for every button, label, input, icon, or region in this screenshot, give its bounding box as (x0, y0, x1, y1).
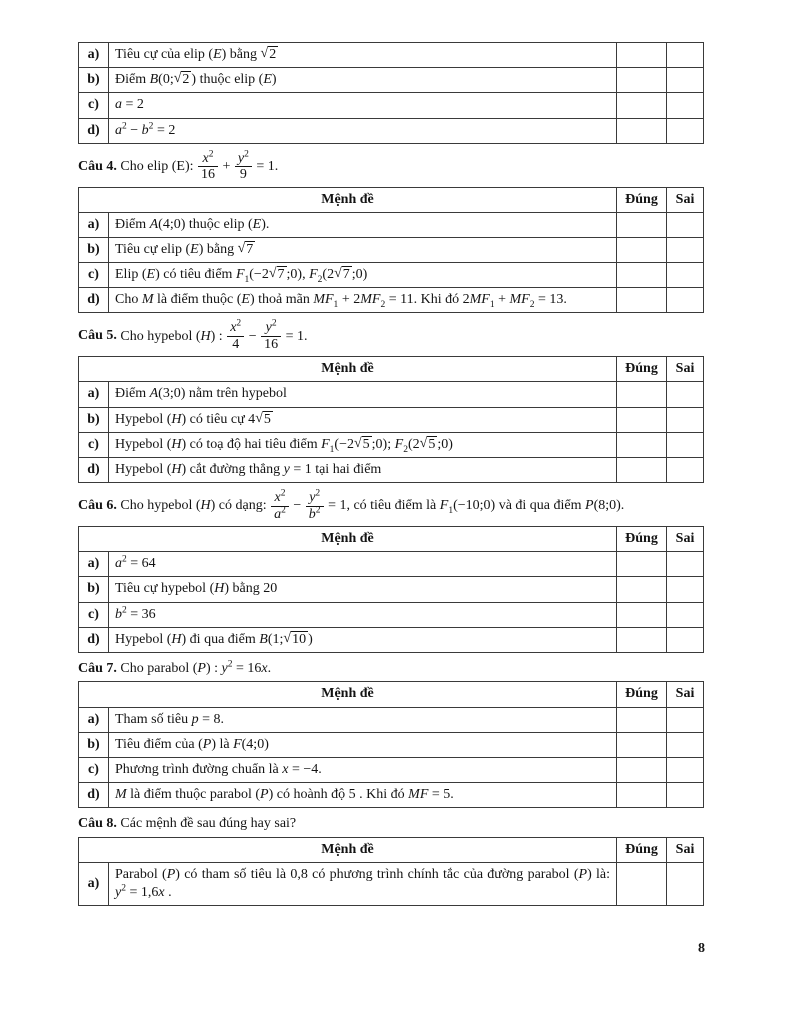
row-label: d) (79, 458, 109, 483)
dung-cell (617, 432, 667, 457)
table-row (79, 863, 704, 906)
cau-6 (78, 490, 704, 653)
sai-cell (667, 458, 704, 483)
row-label: b) (79, 237, 109, 262)
statements-table (78, 837, 704, 907)
statement-cell: Điểm B(0;√2 ) thuộc elip (E) (109, 68, 617, 93)
dung-cell (617, 118, 667, 143)
statement-cell: Parabol (P) có tham số tiêu là 0,8 có phương trình chính tắc của đường parabol (P) là: $y^2 = 1,6x$ . (109, 863, 617, 906)
question-number: Câu 5. (78, 328, 117, 344)
row-label: c) (79, 263, 109, 288)
statement-cell: Tiêu điểm của (P) là F(4;0) (109, 732, 617, 757)
table-row (79, 118, 704, 143)
menh-de-header: Mệnh đề (79, 187, 617, 212)
statement-cell: Cho M là điểm thuộc (E) thoả mãn $MF_1 + 2MF_2 = 11$. Khi đó $2MF_1 + MF_2 = 13$. (109, 288, 617, 313)
dung-cell (617, 863, 667, 906)
row-label: c) (79, 93, 109, 118)
fraction: $\frac{x^2}{16}$ (197, 151, 219, 183)
question-title (78, 490, 704, 522)
sai-header: Sai (667, 357, 704, 382)
square-root: √7 (334, 266, 350, 283)
statements-table (78, 356, 704, 483)
question-title (78, 320, 704, 352)
question-text: Cho hypebol (H) : $\frac{x^2}{4}$ − $\frac{y^2}{16}$ = 1. (120, 318, 308, 352)
table-row (79, 627, 704, 652)
table-header-row (79, 837, 704, 862)
sai-cell (667, 382, 704, 407)
fraction: $\frac{y^2}{16}$ (260, 320, 282, 352)
table-row (79, 707, 704, 732)
table-row (79, 577, 704, 602)
fraction: $\frac{y^2}{b^2}$ (305, 490, 325, 522)
table-row (79, 93, 704, 118)
question-text: Cho parabol (P) : $y^2 = 16x$. (120, 659, 272, 676)
dung-cell (617, 93, 667, 118)
row-label: d) (79, 288, 109, 313)
row-label: a) (79, 382, 109, 407)
dung-cell (617, 577, 667, 602)
square-root: √2 (260, 46, 277, 62)
statement-cell: Điểm A(4;0) thuộc elip (E). (109, 212, 617, 237)
fraction: $\frac{x^2}{a^2}$ (270, 490, 290, 522)
statement-cell: $a^2 - b^2 = 2$ (109, 118, 617, 143)
question-text: Cho hypebol (H) có dạng: $\frac{x^2}{a^2}$ − $\frac{y^2}{b^2}$ = 1, có tiêu điểm là $F_1(-10;0)$ và đi qua điểm P(8;0). (120, 488, 625, 522)
dung-cell (617, 288, 667, 313)
sai-cell (667, 68, 704, 93)
statement-cell: $a^2 = 64$ (109, 552, 617, 577)
statement-cell: M là điểm thuộc parabol (P) có hoành độ 5 . Khi đó MF = 5. (109, 783, 617, 808)
sai-cell (667, 732, 704, 757)
square-root: √7 (237, 240, 254, 257)
statement-cell: Elip (E) có tiêu điểm $F_1(-2√7$ ;0), $F_2(2√7$ ;0) (109, 263, 617, 288)
dung-cell (617, 263, 667, 288)
row-label: b) (79, 407, 109, 432)
cau-4 (78, 151, 704, 314)
dung-cell (617, 382, 667, 407)
sai-cell (667, 577, 704, 602)
question-title (78, 660, 704, 678)
table-header-row (79, 682, 704, 707)
sai-cell (667, 237, 704, 262)
table-row (79, 237, 704, 262)
table-row (79, 382, 704, 407)
statement-cell: Tiêu cự elip (E) bằng √7 (109, 237, 617, 262)
table-row (79, 458, 704, 483)
sai-cell (667, 552, 704, 577)
dung-header: Đúng (617, 526, 667, 551)
row-label: b) (79, 732, 109, 757)
question-text: Cho elip (E): $\frac{x^2}{16}$ + $\frac{y^2}{9}$ = 1. (120, 149, 279, 183)
row-label: a) (79, 43, 109, 68)
dung-cell (617, 458, 667, 483)
statement-cell: Hypebol (H) có toạ độ hai tiêu điểm $F_1(-2√5$ ;0); $F_2(2√5$ ;0) (109, 432, 617, 457)
statement-cell: Tham số tiêu p = 8. (109, 707, 617, 732)
table-header-row (79, 526, 704, 551)
table-row (79, 407, 704, 432)
dung-cell (617, 602, 667, 627)
dung-cell (617, 407, 667, 432)
sai-cell (667, 407, 704, 432)
dung-cell (617, 212, 667, 237)
statement-cell: Điểm A(3;0) nằm trên hypebol (109, 382, 617, 407)
question-number: Câu 7. (78, 660, 117, 676)
worksheet-content (78, 42, 704, 906)
statement-cell: $b^2 = 36$ (109, 602, 617, 627)
row-label: a) (79, 552, 109, 577)
dung-cell (617, 783, 667, 808)
sai-cell (667, 783, 704, 808)
dung-header: Đúng (617, 187, 667, 212)
sai-cell (667, 93, 704, 118)
q3-continued-table (78, 42, 704, 144)
table-row (79, 757, 704, 782)
sai-cell (667, 288, 704, 313)
table-row (79, 783, 704, 808)
sai-header: Sai (667, 682, 704, 707)
dung-cell (617, 68, 667, 93)
row-label: a) (79, 863, 109, 906)
question-number: Câu 4. (78, 158, 117, 174)
statement-cell: Tiêu cự của elip (E) bằng √2 (109, 43, 617, 68)
statement-cell: Hypebol (H) có tiêu cự 4√5 (109, 407, 617, 432)
statements-table (78, 526, 704, 653)
table-row (79, 552, 704, 577)
table-row (79, 432, 704, 457)
sai-header: Sai (667, 837, 704, 862)
square-root: √10 (283, 630, 307, 647)
dung-cell (617, 552, 667, 577)
sai-cell (667, 432, 704, 457)
cau-5 (78, 320, 704, 483)
square-root: √5 (419, 435, 436, 452)
page-number: 8 (698, 941, 705, 956)
question-title (78, 151, 704, 183)
sai-cell (667, 863, 704, 906)
table-row (79, 68, 704, 93)
question-text: Các mệnh đề sau đúng hay sai? (120, 816, 297, 832)
sai-cell (667, 118, 704, 143)
row-label: d) (79, 783, 109, 808)
row-label: c) (79, 602, 109, 627)
menh-de-header: Mệnh đề (79, 837, 617, 862)
sai-cell (667, 707, 704, 732)
question-number: Câu 8. (78, 816, 117, 832)
row-label: b) (79, 577, 109, 602)
table-row (79, 43, 704, 68)
fraction: $\frac{y^2}{9}$ (234, 151, 253, 183)
statement-cell: a = 2 (109, 93, 617, 118)
statement-cell: Tiêu cự hypebol (H) bằng 20 (109, 577, 617, 602)
table-row (79, 288, 704, 313)
question-title (78, 815, 704, 833)
table-row (79, 732, 704, 757)
statement-cell: Hypebol (H) đi qua điểm B(1;√10 ) (109, 627, 617, 652)
menh-de-header: Mệnh đề (79, 682, 617, 707)
row-label: b) (79, 68, 109, 93)
sai-cell (667, 43, 704, 68)
table-row (79, 263, 704, 288)
dung-cell (617, 707, 667, 732)
sai-cell (667, 757, 704, 782)
square-root: √5 (255, 410, 271, 427)
dung-header: Đúng (617, 682, 667, 707)
dung-cell (617, 732, 667, 757)
sai-cell (667, 212, 704, 237)
dung-header: Đúng (617, 357, 667, 382)
table-header-row (79, 357, 704, 382)
menh-de-header: Mệnh đề (79, 526, 617, 551)
sai-cell (667, 602, 704, 627)
table-row (79, 602, 704, 627)
fraction: $\frac{x^2}{4}$ (226, 320, 245, 352)
statement-cell: Hypebol (H) cắt đường thẳng y = 1 tại hai điểm (109, 458, 617, 483)
row-label: d) (79, 118, 109, 143)
cau-7 (78, 660, 704, 808)
square-root: √7 (268, 266, 285, 283)
square-root: √5 (353, 435, 370, 452)
sai-cell (667, 263, 704, 288)
table-header-row (79, 187, 704, 212)
row-label: d) (79, 627, 109, 652)
statements-table (78, 681, 704, 808)
statements-table (78, 187, 704, 314)
statement-cell: Phương trình đường chuẩn là x = −4. (109, 757, 617, 782)
menh-de-header: Mệnh đề (79, 357, 617, 382)
dung-cell (617, 757, 667, 782)
statements-table (78, 42, 704, 144)
row-label: c) (79, 432, 109, 457)
sai-header: Sai (667, 187, 704, 212)
sai-header: Sai (667, 526, 704, 551)
dung-cell (617, 43, 667, 68)
square-root: √2 (173, 71, 190, 88)
row-label: a) (79, 707, 109, 732)
table-row (79, 212, 704, 237)
dung-cell (617, 237, 667, 262)
dung-header: Đúng (617, 837, 667, 862)
dung-cell (617, 627, 667, 652)
cau-8 (78, 815, 704, 906)
question-number: Câu 6. (78, 498, 117, 514)
row-label: a) (79, 212, 109, 237)
row-label: c) (79, 757, 109, 782)
sai-cell (667, 627, 704, 652)
